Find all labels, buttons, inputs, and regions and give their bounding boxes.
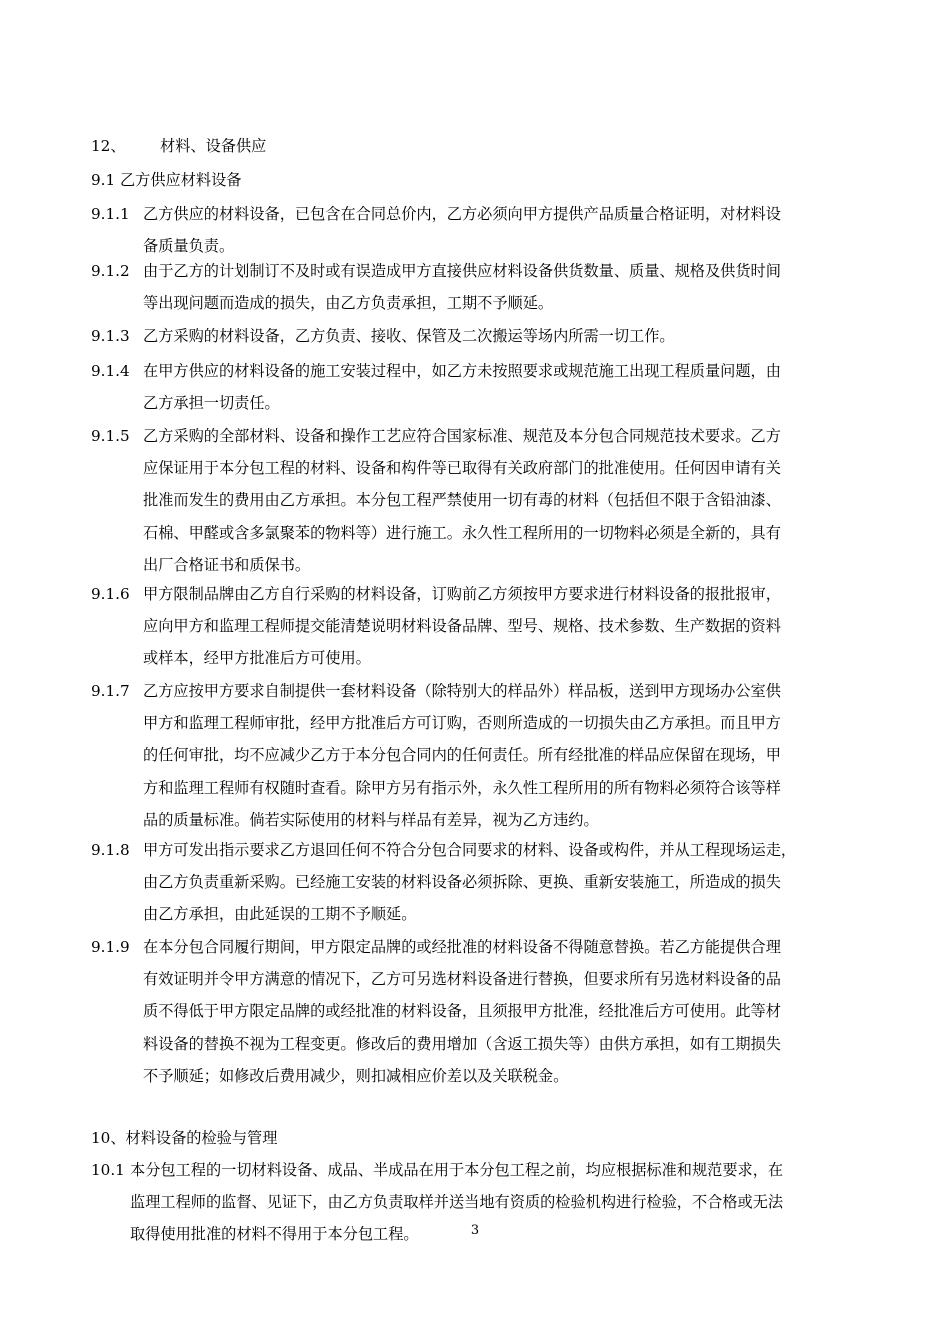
clause-9-1-6-text: 应向甲方和监理工程师提交能清楚说明材料设备品牌、型号、规格、技术参数、生产数据的资料 bbox=[143, 617, 781, 636]
clause-9-1-8-text: 由乙方承担，由此延误的工期不予顺延。 bbox=[143, 905, 417, 924]
clause-9-1-5-text: 乙方采购的全部材料、设备和操作工艺应符合国家标准、规范及本分包合同规范技术要求。乙方 bbox=[143, 427, 781, 445]
clause-9-1-9-number: 9.1.9 bbox=[91, 938, 130, 956]
clause-9-1-8-text: 甲方可发出指示要求乙方退回任何不符合分包合同要求的材料、设备或构件，并从工程现场运走， bbox=[143, 841, 797, 859]
clause-9-1-4-text: 乙方承担一切责任。 bbox=[143, 394, 280, 413]
section-12-number: 12、 bbox=[91, 137, 126, 155]
clause-9-1-5-number: 9.1.5 bbox=[91, 427, 130, 445]
clause-10-1-text: 本分包工程的一切材料设备、成品、半成品在用于本分包工程之前，均应根据标准和规范要求，在 bbox=[130, 1161, 784, 1179]
clause-9-1-7-text: 方和监理工程师有权随时查看。除甲方另有指示外，永久性工程所用的所有物料必须符合该等样 bbox=[143, 778, 781, 797]
clause-9-1-4-number: 9.1.4 bbox=[91, 362, 130, 380]
clause-9-1-3-number: 9.1.3 bbox=[91, 327, 130, 345]
clause-9-1-9-text: 质不得低于甲方限定品牌的或经批准的材料设备，且须报甲方批准，经批准后方可使用。此等材 bbox=[143, 1002, 781, 1021]
clause-9-1-7-text: 品的质量标准。倘若实际使用的材料与样品有差异，视为乙方违约。 bbox=[143, 810, 599, 829]
clause-9-1-5-text: 石棉、甲醛或含多氯聚苯的物料等）进行施工。永久性工程所用的一切物料必须是全新的，具有 bbox=[143, 523, 781, 542]
clause-9-1-8-text: 由乙方负责重新采购。已经施工安装的材料设备必须拆除、更换、重新安装施工，所造成的损失 bbox=[143, 873, 781, 892]
clause-9-1-2-text: 由于乙方的计划制订不及时或有误造成甲方直接供应材料设备供货数量、质量、规格及供货时间 bbox=[143, 262, 781, 280]
clause-9-1-8-number: 9.1.8 bbox=[91, 841, 130, 859]
page-number: 3 bbox=[470, 1223, 480, 1238]
clause-10-1-number: 10.1 bbox=[91, 1161, 125, 1179]
clause-9-1-5-text: 应保证用于本分包工程的材料、设备和构件等已取得有关政府部门的批准使用。任何因申请有关 bbox=[143, 459, 781, 478]
clause-9-1-9-text: 料设备的替换不视为工程变更。修改后的费用增加（含返工损失等）由供方承担，如有工期损失 bbox=[143, 1034, 781, 1053]
clause-10-1-text: 取得使用批准的材料不得用于本分包工程。 bbox=[130, 1225, 419, 1244]
clause-9-1-7-text: 甲方和监理工程师审批，经甲方批准后方可订购，否则所造成的一切损失由乙方承担。而且甲方 bbox=[143, 714, 781, 733]
clause-9-1-6-text: 或样本，经甲方批准后方可使用。 bbox=[143, 649, 371, 668]
clause-9-1-1-text: 备质量负责。 bbox=[143, 237, 235, 256]
clause-9-1-1-number: 9.1.1 bbox=[91, 205, 130, 223]
section-12-title: 材料、设备供应 bbox=[160, 137, 267, 155]
clause-9-1-9-text: 不予顺延；如修改后费用减少，则扣减相应价差以及关联税金。 bbox=[143, 1066, 569, 1085]
clause-9-1-2-number: 9.1.2 bbox=[91, 262, 130, 280]
clause-9-1-2-text: 等出现问题而造成的损失，由乙方负责承担，工期不予顺延。 bbox=[143, 294, 554, 313]
clause-10-1-text: 监理工程师的监督、见证下，由乙方负责取样并送当地有资质的检验机构进行检验，不合格或无法 bbox=[130, 1193, 784, 1212]
subsection-9-1-title: 9.1 乙方供应材料设备 bbox=[91, 171, 242, 189]
clause-9-1-7-number: 9.1.7 bbox=[91, 682, 130, 700]
clause-9-1-7-text: 的任何审批，均不应减少乙方于本分包合同内的任何责任。所有经批准的样品应保留在现场，甲 bbox=[143, 746, 781, 765]
clause-9-1-7-text: 乙方应按甲方要求自制提供一套材料设备（除特别大的样品外）样品板，送到甲方现场办公室供 bbox=[143, 682, 781, 700]
clause-9-1-5-text: 出厂合格证书和质保书。 bbox=[143, 555, 311, 574]
clause-9-1-5-text: 批准而发生的费用由乙方承担。本分包工程严禁使用一切有毒的材料（包括但不限于含铅油漆、 bbox=[143, 491, 781, 510]
clause-9-1-4-text: 在甲方供应的材料设备的施工安装过程中，如乙方未按照要求或规范施工出现工程质量问题，由 bbox=[143, 362, 781, 380]
clause-9-1-6-text: 甲方限制品牌由乙方自行采购的材料设备，订购前乙方须按甲方要求进行材料设备的报批报审， bbox=[143, 585, 781, 603]
clause-9-1-1-text: 乙方供应的材料设备，已包含在合同总价内，乙方必须向甲方提供产品质量合格证明，对材料设 bbox=[143, 205, 781, 223]
section-10-heading: 10、材料设备的检验与管理 bbox=[91, 1129, 278, 1147]
clause-9-1-9-text: 在本分包合同履行期间，甲方限定品牌的或经批准的材料设备不得随意替换。若乙方能提供合理 bbox=[143, 938, 781, 956]
clause-9-1-9-text: 有效证明并令甲方满意的情况下，乙方可另选材料设备进行替换，但要求所有另选材料设备的品 bbox=[143, 970, 781, 989]
clause-9-1-6-number: 9.1.6 bbox=[91, 585, 130, 603]
clause-9-1-3-text: 乙方采购的材料设备，乙方负责、接收、保管及二次搬运等场内所需一切工作。 bbox=[143, 327, 675, 345]
